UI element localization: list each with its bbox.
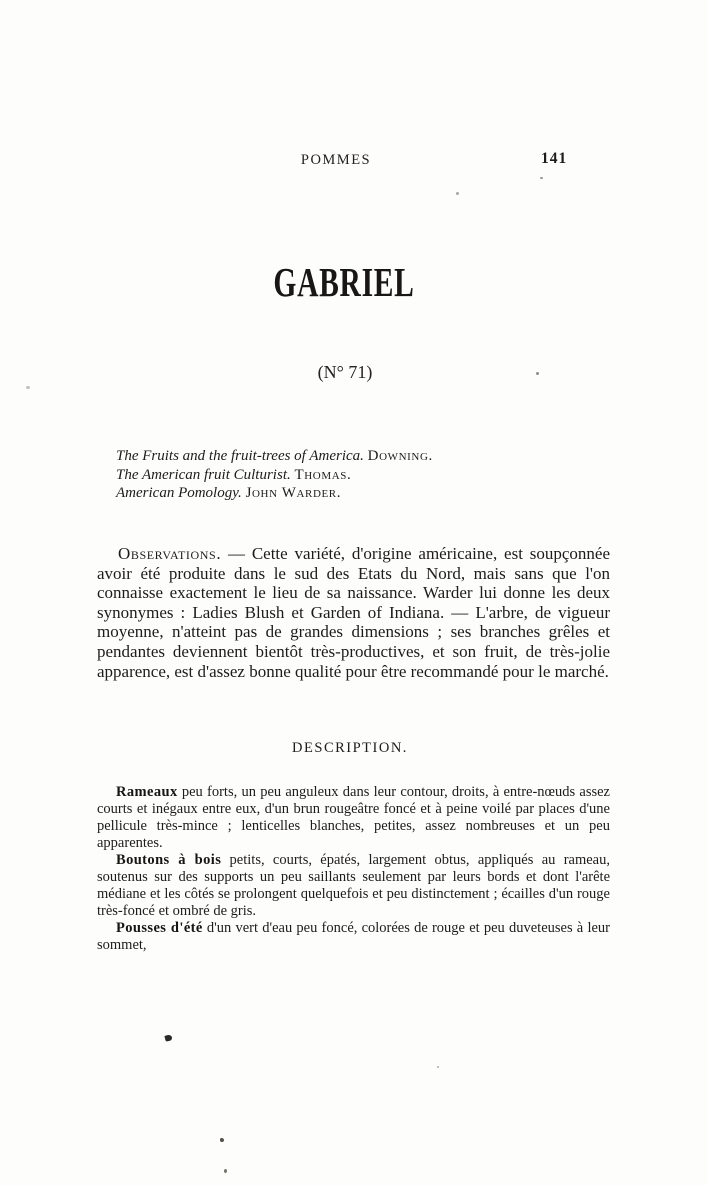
reference-author: Thomas. xyxy=(294,466,352,483)
paragraph-lead: Rameaux xyxy=(116,784,178,800)
reference-line xyxy=(116,466,433,485)
ink-speck xyxy=(536,372,539,375)
ink-speck xyxy=(437,1066,439,1068)
reference-line xyxy=(116,447,433,466)
description-heading: DESCRIPTION. xyxy=(292,740,408,756)
references-list xyxy=(116,447,433,503)
running-title: POMMES xyxy=(300,152,372,168)
variety-number: (N° 71) xyxy=(317,362,373,382)
paragraph-text: peu forts, un peu anguleux dans leur contour, droits, à entre-nœuds assez courts et inégaux entre eux, d'un brun rougeâtre foncé et à peine voilé par places d'une pellicule très-mince ; lenticelles blanches, petites, assez nombreuses et un peu apparentes. xyxy=(97,784,610,851)
paragraph-lead: Boutons à bois xyxy=(116,852,222,868)
paragraph-text: d'un vert d'eau peu foncé, colorées de rouge et peu duveteuses à leur sommet, xyxy=(97,920,610,953)
observations-label: Observations. xyxy=(118,544,222,563)
observations-paragraph xyxy=(97,544,610,681)
ink-speck xyxy=(456,192,459,195)
paragraph-boutons-a-bois xyxy=(97,852,610,920)
observations-text: — Cette variété, d'origine américaine, est soupçonnée avoir été produite dans le sud des Etats du Nord, mais sans que l'on connaisse exactement le lieu de sa naissance. Warder lui donne les deux synonymes : Ladies Blush et Garden of Indiana. — L'arbre, de vigueur moyenne, n'atteint pas de grandes dimensions ; ses branches grêles et pendantes deviennent bientôt très-productives, et son fruit, de très-jolie apparence, est d'assez bonne qualité pour être recommandé pour le marché. xyxy=(97,544,610,681)
variety-title: GABRIEL xyxy=(273,259,415,305)
reference-author: John Warder. xyxy=(245,485,342,502)
ink-speck xyxy=(26,386,30,389)
ink-speck xyxy=(220,1138,224,1142)
reference-author: Downing. xyxy=(367,448,433,464)
reference-title: The American fruit Culturist. xyxy=(116,466,291,483)
ink-speck xyxy=(164,1034,172,1042)
page-number: 141 xyxy=(541,150,568,167)
ink-speck xyxy=(540,177,543,179)
reference-title: The Fruits and the fruit-trees of America. xyxy=(116,448,364,464)
reference-line xyxy=(116,484,433,503)
ink-speck xyxy=(224,1169,227,1173)
description-section xyxy=(97,784,610,954)
paragraph-text: petits, courts, épatés, largement obtus, appliqués au rameau, soutenus sur des supports un peu saillants seulement par leurs bords et dont l'arête médiane et les côtés se prolongent quelquefois et peu distinctement ; écailles d'un rouge très-foncé et ombré de gris. xyxy=(97,852,610,919)
paragraph-rameaux xyxy=(97,784,610,852)
reference-title: American Pomology. xyxy=(116,485,242,502)
paragraph-lead: Pousses d'été xyxy=(116,920,203,936)
paragraph-pousses-dete xyxy=(97,920,610,954)
